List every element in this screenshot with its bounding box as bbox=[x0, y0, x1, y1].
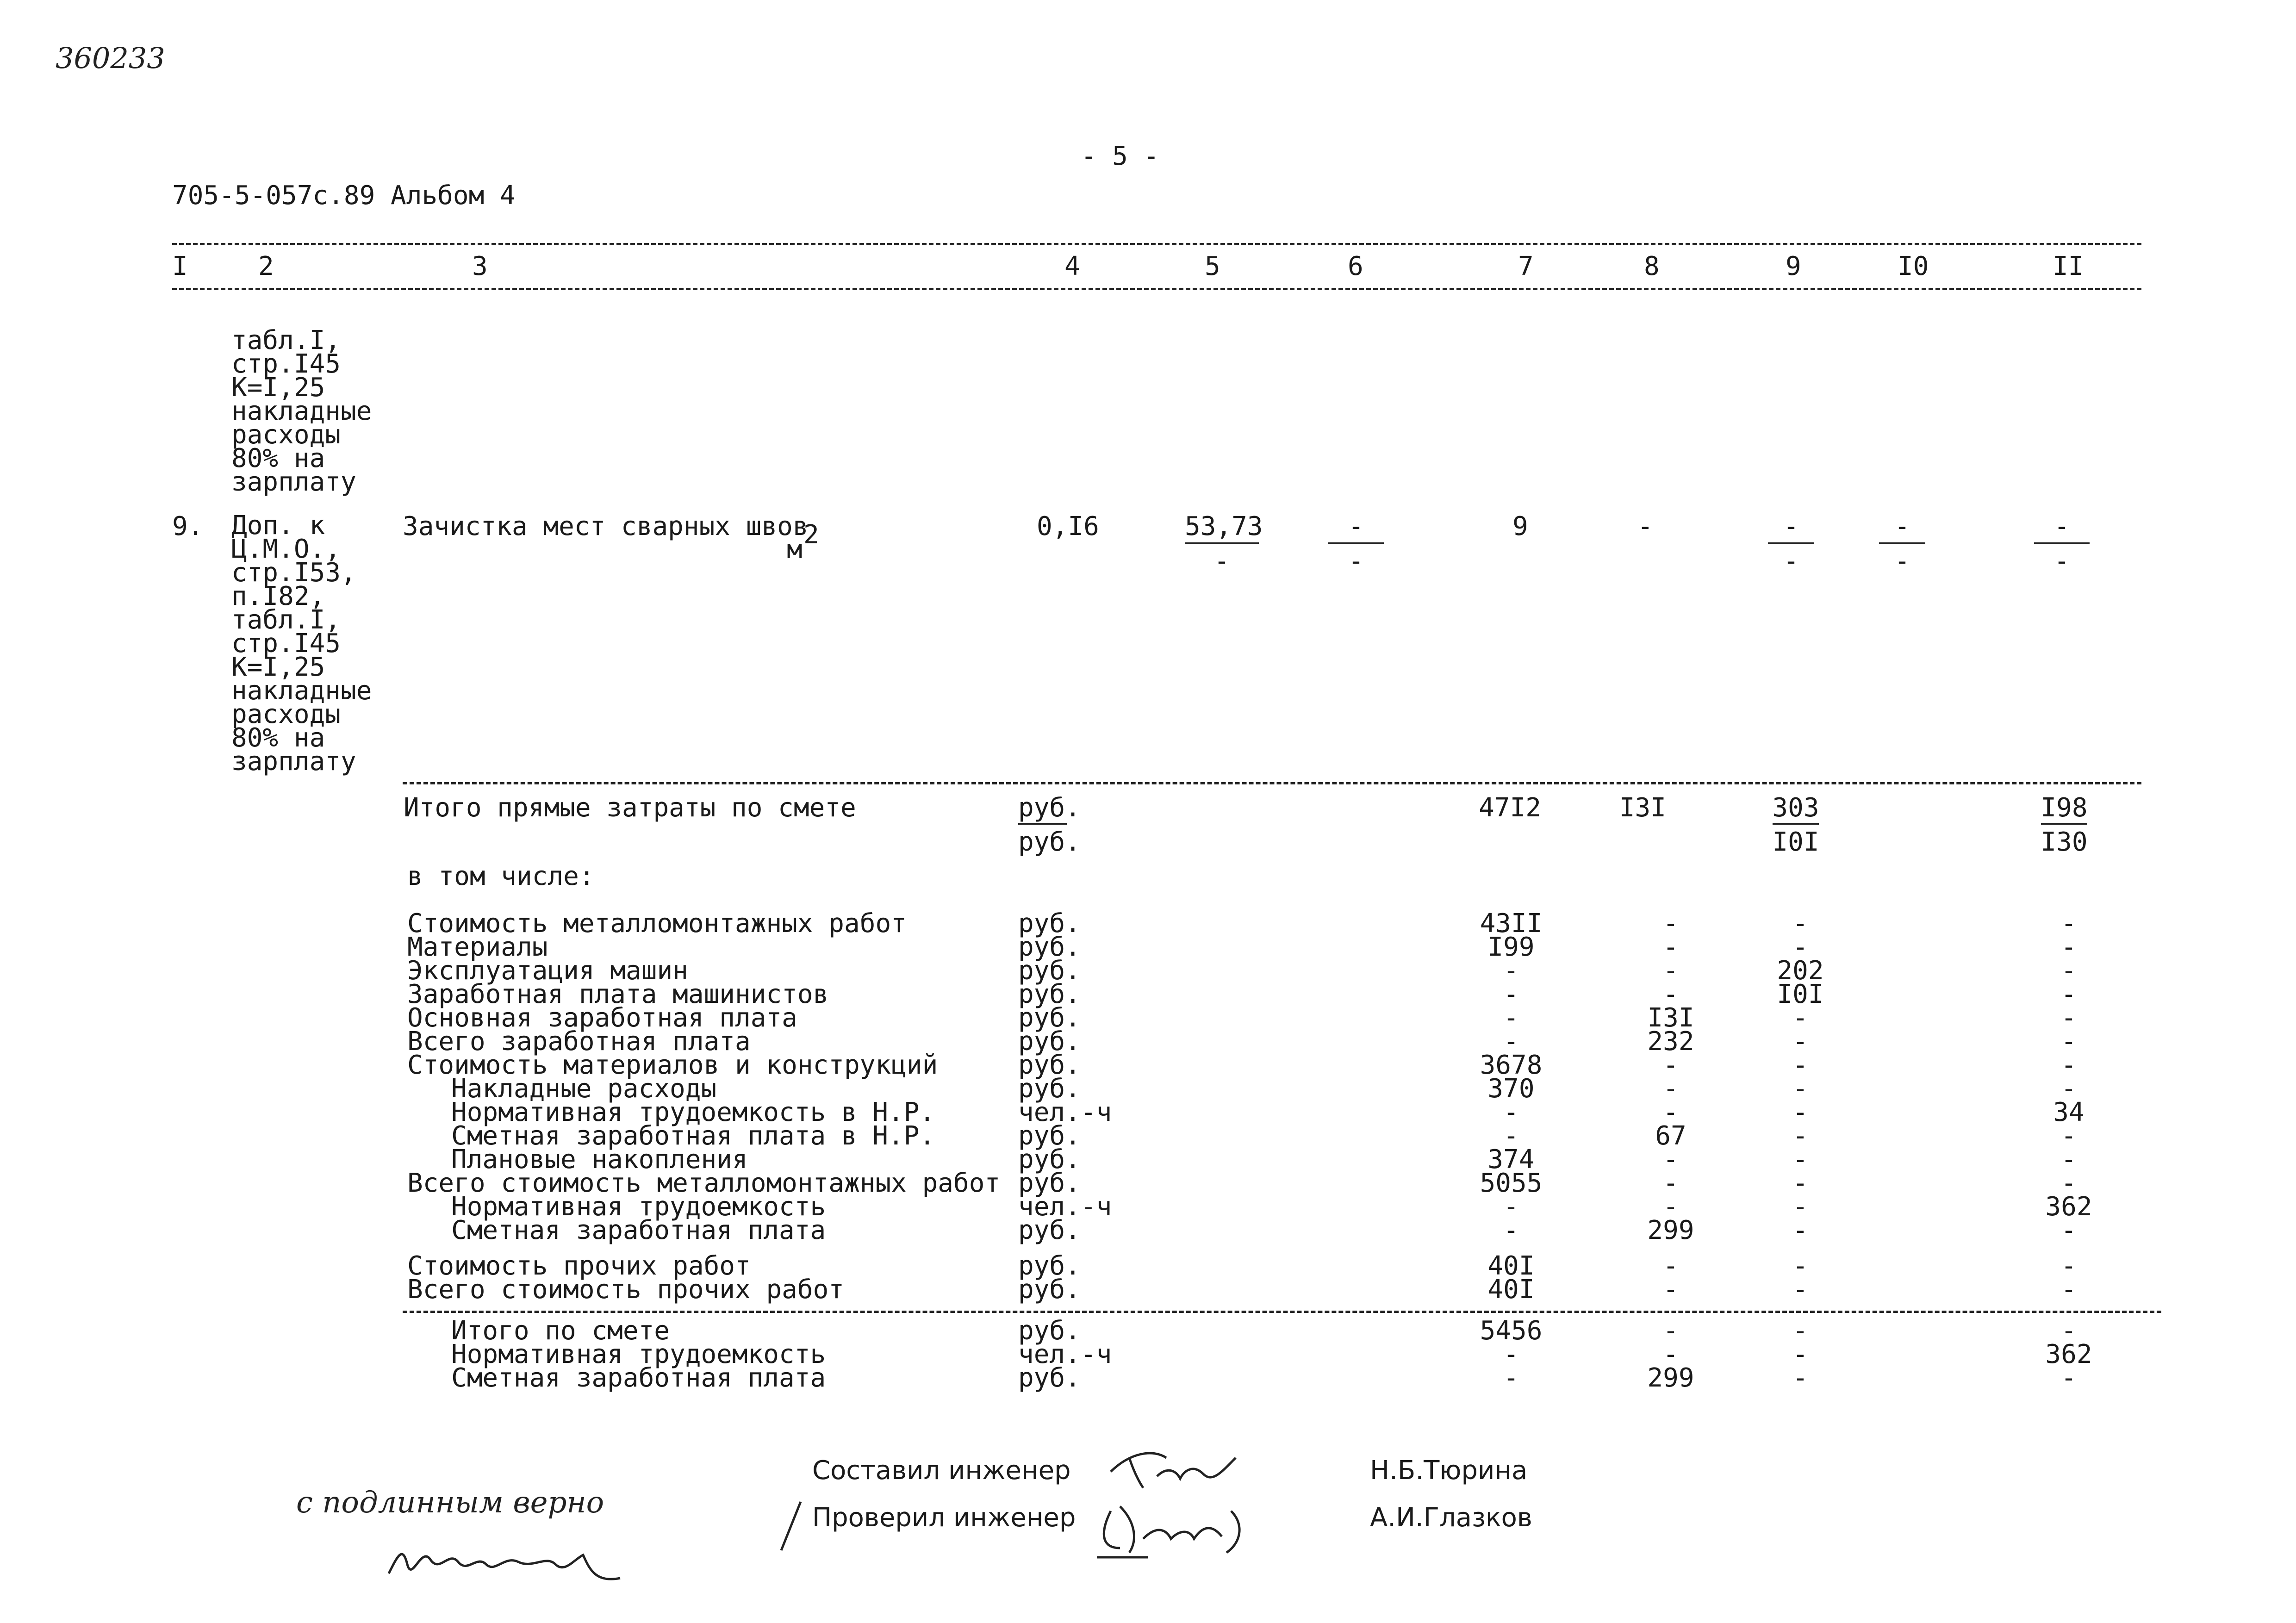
checked-by-label: Проверил инженер bbox=[812, 1503, 1076, 1533]
breakdown-col9: - bbox=[1792, 1097, 1808, 1127]
page-number: - 5 - bbox=[1081, 141, 1159, 171]
col8-value: - bbox=[1637, 511, 1653, 541]
checked-by-name: А.И.Глазков bbox=[1370, 1503, 1532, 1533]
breakdown-col9: 202 bbox=[1777, 956, 1824, 986]
breakdown-unit: чел.-ч bbox=[1018, 1192, 1112, 1222]
breakdown-unit: руб. bbox=[1018, 1168, 1081, 1198]
breakdown-col9: - bbox=[1792, 1192, 1808, 1222]
breakdown-col11: - bbox=[2061, 1215, 2077, 1245]
slash-mark bbox=[778, 1499, 805, 1555]
col-header-10: I0 bbox=[1898, 251, 1929, 281]
breakdown-col8: I3I bbox=[1647, 1003, 1694, 1033]
breakdown-col11: - bbox=[2061, 1050, 2077, 1080]
grand-col9: - bbox=[1792, 1316, 1808, 1346]
other-col8: - bbox=[1663, 1251, 1679, 1281]
handwritten-doc-number: 360233 bbox=[56, 41, 165, 75]
breakdown-label: Накладные расходы bbox=[451, 1074, 717, 1104]
basis-line: стр.I45 bbox=[231, 628, 341, 659]
breakdown-col11: - bbox=[2061, 1003, 2077, 1033]
breakdown-col8: 232 bbox=[1647, 1026, 1694, 1057]
work-name: Зачистка мест сварных швов bbox=[403, 511, 809, 541]
grand-col7: - bbox=[1503, 1363, 1519, 1393]
fraction-line bbox=[1185, 542, 1259, 544]
total-direct-col9-bottom: I0I bbox=[1772, 827, 1819, 857]
breakdown-label: Сметная заработная плата bbox=[451, 1215, 826, 1245]
breakdown-col7: - bbox=[1503, 1097, 1519, 1127]
breakdown-unit: руб. bbox=[1018, 1074, 1081, 1104]
col-header-1: I bbox=[172, 251, 188, 281]
grand-col11: 362 bbox=[2045, 1339, 2092, 1369]
col6-top: - bbox=[1348, 511, 1364, 541]
breakdown-label: Сметная заработная плата в Н.Р. bbox=[451, 1121, 935, 1151]
breakdown-unit: руб. bbox=[1018, 1215, 1081, 1245]
basis-line: Ц.М.О., bbox=[231, 534, 341, 564]
including-label: в том числе: bbox=[407, 861, 595, 891]
breakdown-unit: руб. bbox=[1018, 932, 1081, 962]
other-unit: руб. bbox=[1018, 1251, 1081, 1281]
breakdown-col8: - bbox=[1663, 956, 1679, 986]
composed-by-label: Составил инженер bbox=[812, 1455, 1071, 1486]
breakdown-col9: - bbox=[1792, 908, 1808, 939]
breakdown-label: Эксплуатация машин bbox=[407, 956, 688, 986]
breakdown-unit: руб. bbox=[1018, 1144, 1081, 1175]
col6-bottom: - bbox=[1348, 546, 1364, 576]
fraction-line bbox=[1768, 542, 1814, 544]
unit-superscript: 2 bbox=[803, 520, 819, 550]
breakdown-label: Всего заработная плата bbox=[407, 1026, 751, 1057]
basis-line: расходы bbox=[231, 420, 341, 450]
basis-line: К=I,25 bbox=[231, 652, 325, 682]
breakdown-col7: - bbox=[1503, 979, 1519, 1009]
totals-separator bbox=[403, 782, 2141, 784]
breakdown-col9: - bbox=[1792, 1003, 1808, 1033]
grand-unit: руб. bbox=[1018, 1363, 1081, 1393]
breakdown-col9: - bbox=[1792, 1074, 1808, 1104]
breakdown-col8: - bbox=[1663, 1144, 1679, 1175]
breakdown-label: Стоимость металломонтажных работ bbox=[407, 908, 907, 939]
grand-col11: - bbox=[2061, 1316, 2077, 1346]
breakdown-col8: - bbox=[1663, 1050, 1679, 1080]
total-direct-col11-bottom: I30 bbox=[2041, 827, 2088, 857]
breakdown-col9: - bbox=[1792, 1050, 1808, 1080]
breakdown-col11: - bbox=[2061, 1026, 2077, 1057]
breakdown-unit: чел.-ч bbox=[1018, 1097, 1112, 1127]
breakdown-col8: - bbox=[1663, 1097, 1679, 1127]
basis-line: накладные bbox=[231, 676, 372, 706]
breakdown-col7: 370 bbox=[1487, 1074, 1535, 1104]
basis-line: Доп. к bbox=[231, 510, 325, 541]
grand-col11: - bbox=[2061, 1363, 2077, 1393]
col-header-6: 6 bbox=[1348, 251, 1363, 281]
col-header-2: 2 bbox=[258, 251, 274, 281]
breakdown-col11: - bbox=[2061, 932, 2077, 962]
col11-top: - bbox=[2054, 511, 2070, 541]
col10-bottom: - bbox=[1894, 546, 1910, 576]
breakdown-unit: руб. bbox=[1018, 1026, 1081, 1057]
other-label: Стоимость прочих работ bbox=[407, 1251, 751, 1281]
breakdown-label: Всего стоимость металломонтажных работ bbox=[407, 1168, 1001, 1198]
signature-composer bbox=[1101, 1444, 1250, 1495]
breakdown-col9: - bbox=[1792, 932, 1808, 962]
breakdown-col11: - bbox=[2061, 979, 2077, 1009]
breakdown-col11: - bbox=[2061, 908, 2077, 939]
breakdown-col8: 299 bbox=[1647, 1215, 1694, 1245]
breakdown-label: Стоимость материалов и конструкций bbox=[407, 1050, 938, 1080]
grand-col7: 5456 bbox=[1480, 1316, 1543, 1346]
basis-line: зарплату bbox=[231, 467, 356, 497]
breakdown-col7: - bbox=[1503, 1192, 1519, 1222]
fraction-line bbox=[1773, 823, 1819, 825]
col-header-5: 5 bbox=[1205, 251, 1220, 281]
other-col7: 40I bbox=[1487, 1275, 1535, 1305]
breakdown-label: Заработная плата машинистов bbox=[407, 979, 829, 1009]
other-col9: - bbox=[1792, 1251, 1808, 1281]
breakdown-col9: - bbox=[1792, 1121, 1808, 1151]
quantity: 0,I6 bbox=[1037, 511, 1099, 541]
col11-bottom: - bbox=[2054, 546, 2070, 576]
unit: м bbox=[787, 535, 803, 565]
unit-cost-bottom: - bbox=[1214, 546, 1230, 576]
breakdown-col8: 67 bbox=[1655, 1121, 1686, 1151]
item-number: 9. bbox=[172, 511, 204, 541]
other-unit: руб. bbox=[1018, 1275, 1081, 1305]
breakdown-col11: 34 bbox=[2053, 1097, 2084, 1127]
breakdown-label: Плановые накопления bbox=[451, 1144, 748, 1175]
total-direct-unit-top: руб. bbox=[1018, 793, 1081, 823]
composed-by-name: Н.Б.Тюрина bbox=[1370, 1455, 1528, 1486]
breakdown-label: Материалы bbox=[407, 932, 548, 962]
breakdown-col7: - bbox=[1503, 1121, 1519, 1151]
fraction-line bbox=[1328, 542, 1384, 544]
breakdown-col9: - bbox=[1792, 1026, 1808, 1057]
other-col8: - bbox=[1663, 1275, 1679, 1305]
breakdown-col8: - bbox=[1663, 932, 1679, 962]
breakdown-col8: - bbox=[1663, 1074, 1679, 1104]
breakdown-col11: - bbox=[2061, 1144, 2077, 1175]
breakdown-col11: - bbox=[2061, 956, 2077, 986]
document-code: 705-5-057с.89 Альбом 4 bbox=[172, 180, 516, 211]
col-header-7: 7 bbox=[1518, 251, 1534, 281]
certifier-signature bbox=[380, 1527, 639, 1597]
grand-label: Итого по смете bbox=[451, 1316, 670, 1346]
breakdown-col9: - bbox=[1792, 1144, 1808, 1175]
unit-cost-top: 53,73 bbox=[1185, 511, 1263, 541]
breakdown-unit: руб. bbox=[1018, 956, 1081, 986]
col9-bottom: - bbox=[1783, 546, 1799, 576]
other-col9: - bbox=[1792, 1275, 1808, 1305]
breakdown-col9: - bbox=[1792, 1215, 1808, 1245]
total-direct-col11-top: I98 bbox=[2041, 793, 2088, 823]
breakdown-col7: - bbox=[1503, 956, 1519, 986]
breakdown-unit: руб. bbox=[1018, 908, 1081, 939]
basis-line: 80% на bbox=[231, 723, 325, 753]
total-direct-label: Итого прямые затраты по смете bbox=[404, 793, 856, 823]
col-header-11: II bbox=[2053, 251, 2084, 281]
basis-line: п.I82, bbox=[231, 581, 325, 611]
basis-line: 80% на bbox=[231, 443, 325, 473]
breakdown-col7: I99 bbox=[1487, 932, 1535, 962]
total-direct-col8: I3I bbox=[1619, 793, 1666, 823]
header-top-rule bbox=[172, 243, 2141, 245]
grand-col8: - bbox=[1663, 1316, 1679, 1346]
basis-line: табл.I, bbox=[231, 325, 341, 355]
signature-checker bbox=[1092, 1492, 1268, 1562]
basis-line: накладные bbox=[231, 396, 372, 426]
breakdown-col9: I0I bbox=[1777, 979, 1824, 1009]
basis-line: табл.I, bbox=[231, 605, 341, 635]
basis-line: стр.I45 bbox=[231, 349, 341, 379]
breakdown-unit: руб. bbox=[1018, 1121, 1081, 1151]
other-col11: - bbox=[2061, 1275, 2077, 1305]
fraction-line bbox=[1879, 542, 1925, 544]
total-direct-col7: 47I2 bbox=[1479, 793, 1541, 823]
other-col11: - bbox=[2061, 1251, 2077, 1281]
breakdown-label: Нормативная трудоемкость bbox=[451, 1192, 826, 1222]
breakdown-col7: - bbox=[1503, 1003, 1519, 1033]
fraction-line bbox=[2041, 823, 2087, 825]
fraction-line bbox=[1018, 823, 1067, 825]
grand-label: Сметная заработная плата bbox=[451, 1363, 826, 1393]
breakdown-col7: 3678 bbox=[1480, 1050, 1543, 1080]
breakdown-col11: - bbox=[2061, 1168, 2077, 1198]
col7-value: 9 bbox=[1512, 511, 1528, 541]
breakdown-col7: 5055 bbox=[1480, 1168, 1543, 1198]
total-direct-unit-bottom: руб. bbox=[1018, 827, 1081, 857]
grand-label: Нормативная трудоемкость bbox=[451, 1339, 826, 1369]
col-header-3: 3 bbox=[472, 251, 488, 281]
grand-unit: руб. bbox=[1018, 1316, 1081, 1346]
breakdown-col8: - bbox=[1663, 1192, 1679, 1222]
breakdown-col9: - bbox=[1792, 1168, 1808, 1198]
breakdown-label: Нормативная трудоемкость в Н.Р. bbox=[451, 1097, 935, 1127]
col-header-9: 9 bbox=[1786, 251, 1801, 281]
grand-unit: чел.-ч bbox=[1018, 1339, 1112, 1369]
breakdown-col8: - bbox=[1663, 1168, 1679, 1198]
breakdown-col11: - bbox=[2061, 1121, 2077, 1151]
breakdown-col8: - bbox=[1663, 908, 1679, 939]
basis-line: К=I,25 bbox=[231, 373, 325, 403]
other-label: Всего стоимость прочих работ bbox=[407, 1275, 845, 1305]
breakdown-col11: - bbox=[2061, 1074, 2077, 1104]
total-direct-col9-top: 303 bbox=[1772, 793, 1819, 823]
breakdown-col7: 374 bbox=[1487, 1144, 1535, 1175]
grand-col9: - bbox=[1792, 1363, 1808, 1393]
col9-top: - bbox=[1783, 511, 1799, 541]
certified-true-note: с подлинным верно bbox=[296, 1486, 604, 1520]
basis-line: зарплату bbox=[231, 746, 356, 777]
grand-col7: - bbox=[1503, 1339, 1519, 1369]
basis-line: стр.I53, bbox=[231, 558, 356, 588]
grand-col8: 299 bbox=[1647, 1363, 1694, 1393]
col-header-4: 4 bbox=[1064, 251, 1080, 281]
breakdown-unit: руб. bbox=[1018, 1003, 1081, 1033]
breakdown-col11: 362 bbox=[2045, 1192, 2092, 1222]
grand-col8: - bbox=[1663, 1339, 1679, 1369]
other-col7: 40I bbox=[1487, 1251, 1535, 1281]
breakdown-unit: руб. bbox=[1018, 979, 1081, 1009]
breakdown-label: Основная заработная плата bbox=[407, 1003, 797, 1033]
col10-top: - bbox=[1894, 511, 1910, 541]
grand-col9: - bbox=[1792, 1339, 1808, 1369]
breakdown-col7: - bbox=[1503, 1026, 1519, 1057]
breakdown-col7: - bbox=[1503, 1215, 1519, 1245]
fraction-line bbox=[2034, 542, 2090, 544]
basis-line: расходы bbox=[231, 699, 341, 729]
breakdown-col7: 43II bbox=[1480, 908, 1543, 939]
col-header-8: 8 bbox=[1644, 251, 1660, 281]
grand-total-separator bbox=[403, 1311, 2161, 1313]
breakdown-col8: - bbox=[1663, 979, 1679, 1009]
breakdown-unit: руб. bbox=[1018, 1050, 1081, 1080]
header-bottom-rule bbox=[172, 288, 2141, 290]
